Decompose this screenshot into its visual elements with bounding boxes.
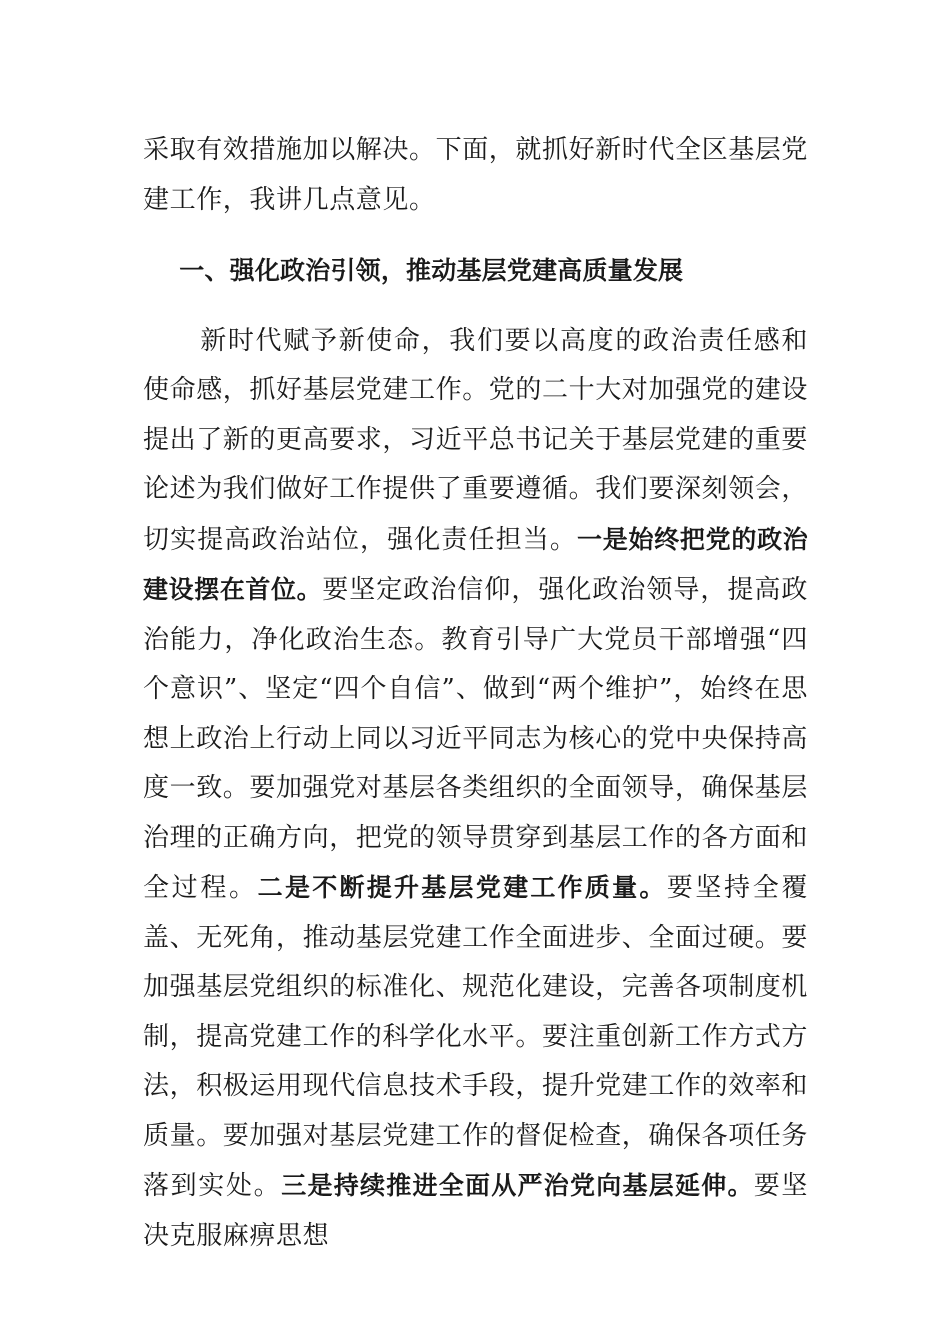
body-text: 要坚定政治信仰，强化政治领导，提高政治能力，净化政治生态。教育引导广大党员干部增强“四个意识”、坚定“四个自信”、做到“两个维护”，始终在思想上政治上行动上同以习近平同志为核心的党中央保持高度一致。要加强党对基层各类组织的全面领导，确保基层治理的正确方向，把党的领导贯穿到基层工作的各方面和全过程。 — [143, 575, 809, 903]
key-point-1: 一是始终把党的政治建设摆在首位。 — [143, 524, 808, 604]
key-point-3: 三是持续推进全面从严治党向基层延伸。 — [281, 1171, 754, 1200]
document-body — [143, 126, 808, 1261]
paragraph-continuation: 采取有效措施加以解决。下面，就抓好新时代全区基层党建工作，我讲几点意见。 — [143, 135, 809, 215]
section-heading: 一、强化政治引领，推动基层党建高质量发展 — [179, 256, 684, 285]
paragraph-body — [143, 317, 808, 1262]
body-text: 要坚决克服麻痹思想 — [143, 1171, 808, 1251]
body-text: 新时代赋予新使命，我们要以高度的政治责任感和使命感，抓好基层党建工作。党的二十大对加强党的建设提出了新的更高要求，习近平总书记关于基层党建的重要论述为我们做好工作提供了重要遵循。我们要深刻领会，切实提高政治站位，强化责任担当。 — [143, 325, 809, 555]
key-point-2: 二是不断提升基层党建工作质量。 — [257, 873, 667, 902]
body-text: 要坚持全覆盖、无死角，推动基层党建工作全面进步、全面过硬。要加强基层党组织的标准化、规范化建设，完善各项制度机制，提高党建工作的科学化水平。要注重创新工作方式方法，积极运用现代信息技术手段，提升党建工作的效率和质量。要加强对基层党建工作的督促检查，确保各项任务落到实处。 — [143, 873, 809, 1201]
